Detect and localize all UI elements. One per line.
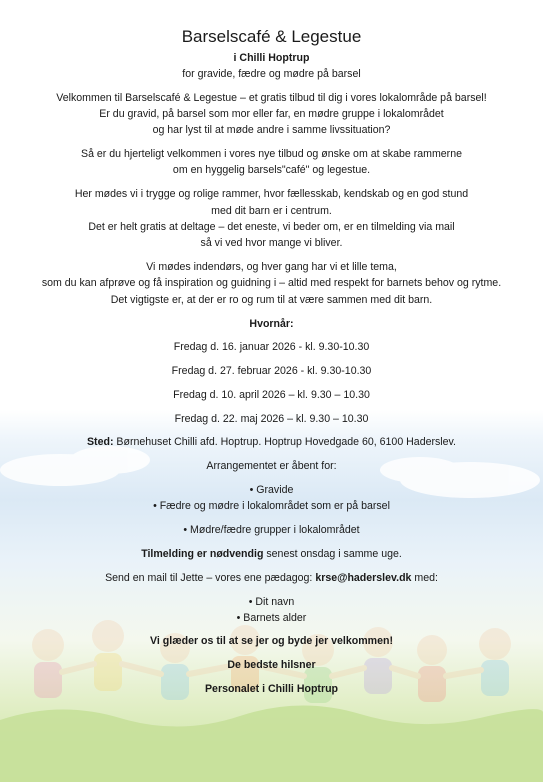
date-item: Fredag d. 22. maj 2026 – kl. 9.30 – 10.30	[174, 413, 369, 425]
tagline: for gravide, fædre og mødre på barsel	[182, 68, 361, 80]
subtitle: i Chilli Hoptrup	[233, 52, 310, 64]
date-item: Fredag d. 27. februar 2026 - kl. 9.30-10.30	[171, 365, 372, 377]
mail-suffix: med:	[411, 572, 438, 584]
place-line	[0, 435, 543, 450]
date-item: Fredag d. 16. januar 2026 - kl. 9.30-10.30	[173, 341, 370, 353]
meet-line-1: Her mødes vi i trygge og rolige rammer, hvor fællesskab, kendskab og en god stund	[74, 188, 469, 200]
date-item: Fredag d. 10. april 2026 – kl. 9.30 – 10.30	[173, 389, 370, 401]
mail-line	[0, 571, 543, 586]
open-for: Arrangementet er åbent for:	[206, 460, 337, 472]
audience-item: • Gravide	[249, 484, 294, 496]
email-link[interactable]: krse@haderslev.dk	[315, 572, 412, 584]
mail-item: • Dit navn	[248, 596, 295, 608]
audience-item: • Mødre/fædre grupper i lokalområdet	[183, 524, 360, 536]
welcome-line-2: om en hyggelig barsels"café" og legestue.	[172, 164, 371, 176]
closing-line: Vi glæder os til at se jer og byde jer velkommen!	[150, 635, 393, 647]
intro-line-3: og har lyst til at møde andre i samme livssituation?	[152, 124, 391, 136]
meet-line-4: så vi ved hvor mange vi bliver.	[200, 237, 343, 249]
grass-icon	[0, 705, 543, 782]
signup-line	[0, 547, 543, 562]
audience-item: • Fædre og mødre i lokalområdet som er på barsel	[153, 500, 390, 512]
regards-line: De bedste hilsner	[227, 659, 316, 671]
intro-line-2: Er du gravid, på barsel som mor eller far, en mødre gruppe i lokalområdet	[99, 108, 444, 120]
signature-line: Personalet i Chilli Hoptrup	[204, 683, 339, 695]
theme-line-3: Det vigtigste er, at der er ro og rum til at være sammen med dit barn.	[110, 294, 433, 306]
welcome-line-1: Så er du hjerteligt velkommen i vores nye tilbud og ønske om at skabe rammerne	[81, 148, 462, 160]
mail-item: • Barnets alder	[236, 612, 307, 624]
theme-line-2: som du kan afprøve og få inspiration og guidning i – altid med respekt for barnets behov og rytme.	[41, 277, 502, 289]
meet-line-2: med dit barn er i centrum.	[211, 205, 332, 217]
theme-line-1: Vi mødes indendørs, og hver gang har vi et lille tema,	[146, 261, 397, 273]
place-label: Sted:	[86, 436, 114, 448]
signup-text: senest onsdag i samme uge.	[263, 548, 402, 560]
place-text: Børnehuset Chilli afd. Hoptrup. Hoptrup Hovedgade 60, 6100 Haderslev.	[113, 436, 457, 448]
intro-line-1: Velkommen til Barselscafé & Legestue – et gratis tilbud til dig i vores lokalområde på barsel!	[56, 92, 487, 104]
page-title: Barselscafé & Legestue	[181, 27, 362, 46]
meet-line-3: Det er helt gratis at deltage – det eneste, vi beder om, er en tilmelding via mail	[88, 221, 455, 233]
signup-bold: Tilmelding er nødvendig	[141, 548, 264, 560]
mail-text: Send en mail til Jette – vores ene pædagog:	[105, 572, 316, 584]
when-heading: Hvornår:	[249, 318, 294, 330]
